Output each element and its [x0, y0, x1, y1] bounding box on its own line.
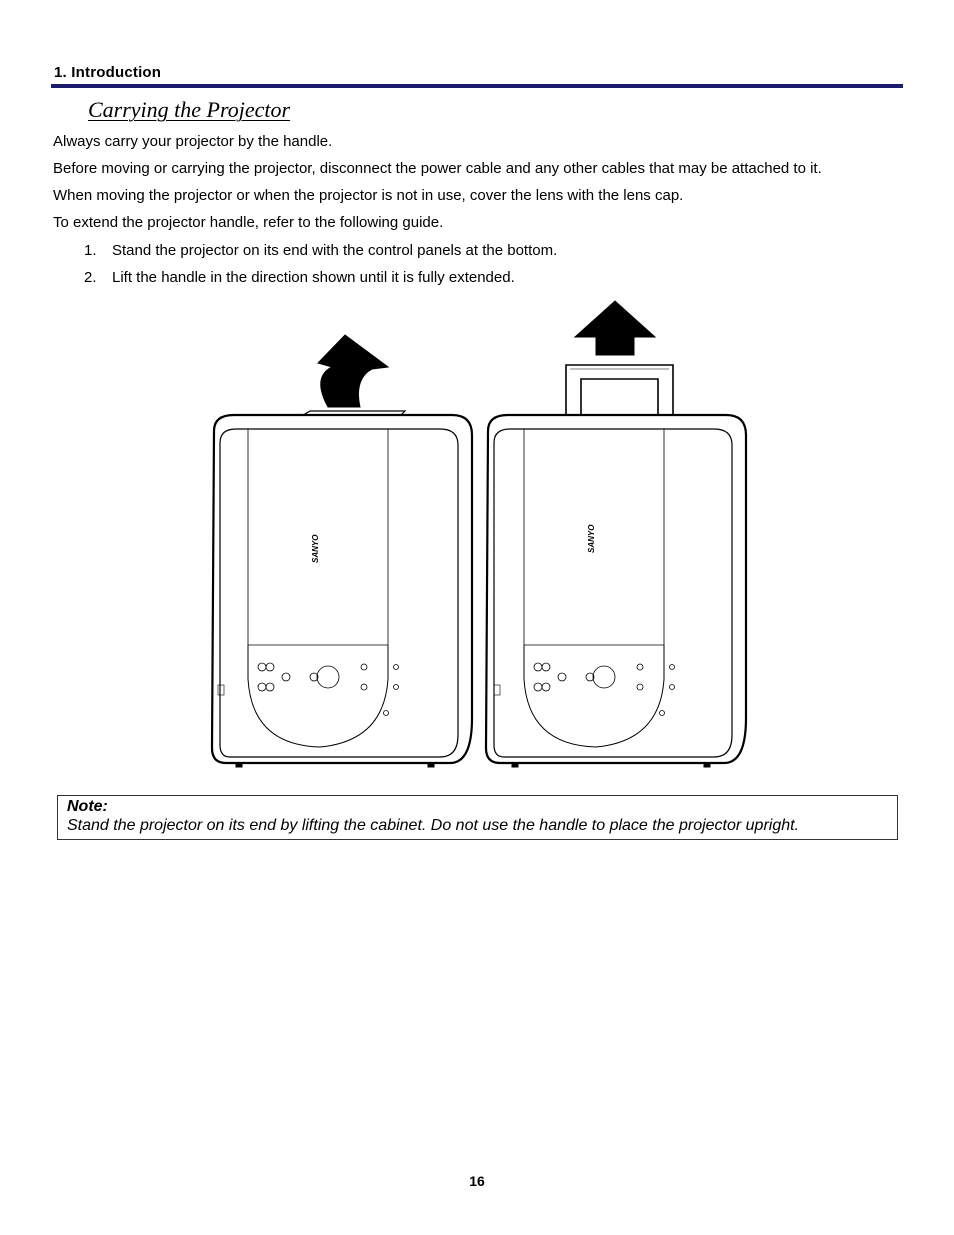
- note-label: Note:: [67, 798, 108, 815]
- note-text: Stand the projector on its end by lifting the cabinet. Do not use the handle to place the projector upright.: [67, 817, 800, 834]
- paragraph-3: When moving the projector or when the projector is not in use, cover the lens with the lens cap.: [53, 187, 684, 204]
- list-number: 1.: [84, 242, 97, 259]
- list-number: 2.: [84, 269, 97, 286]
- header-rule: [51, 84, 903, 88]
- section-title: 1. Introduction: [54, 64, 162, 81]
- paragraph-2: Before moving or carrying the projector, disconnect the power cable and any other cables that may be attached to it.: [53, 160, 822, 177]
- brand-logo-right: SANYO: [587, 524, 596, 553]
- paragraph-4: To extend the projector handle, refer to the following guide.: [53, 214, 444, 231]
- note-box: [57, 795, 898, 840]
- list-text: Stand the projector on its end with the control panels at the bottom.: [112, 242, 558, 259]
- paragraph-1: Always carry your projector by the handle.: [53, 133, 333, 150]
- projector-figure: [200, 293, 752, 773]
- page-heading: Carrying the Projector: [88, 97, 291, 122]
- page-number: 16: [469, 1173, 485, 1189]
- list-text: Lift the handle in the direction shown until it is fully extended.: [112, 269, 515, 286]
- brand-logo-left: SANYO: [311, 534, 320, 563]
